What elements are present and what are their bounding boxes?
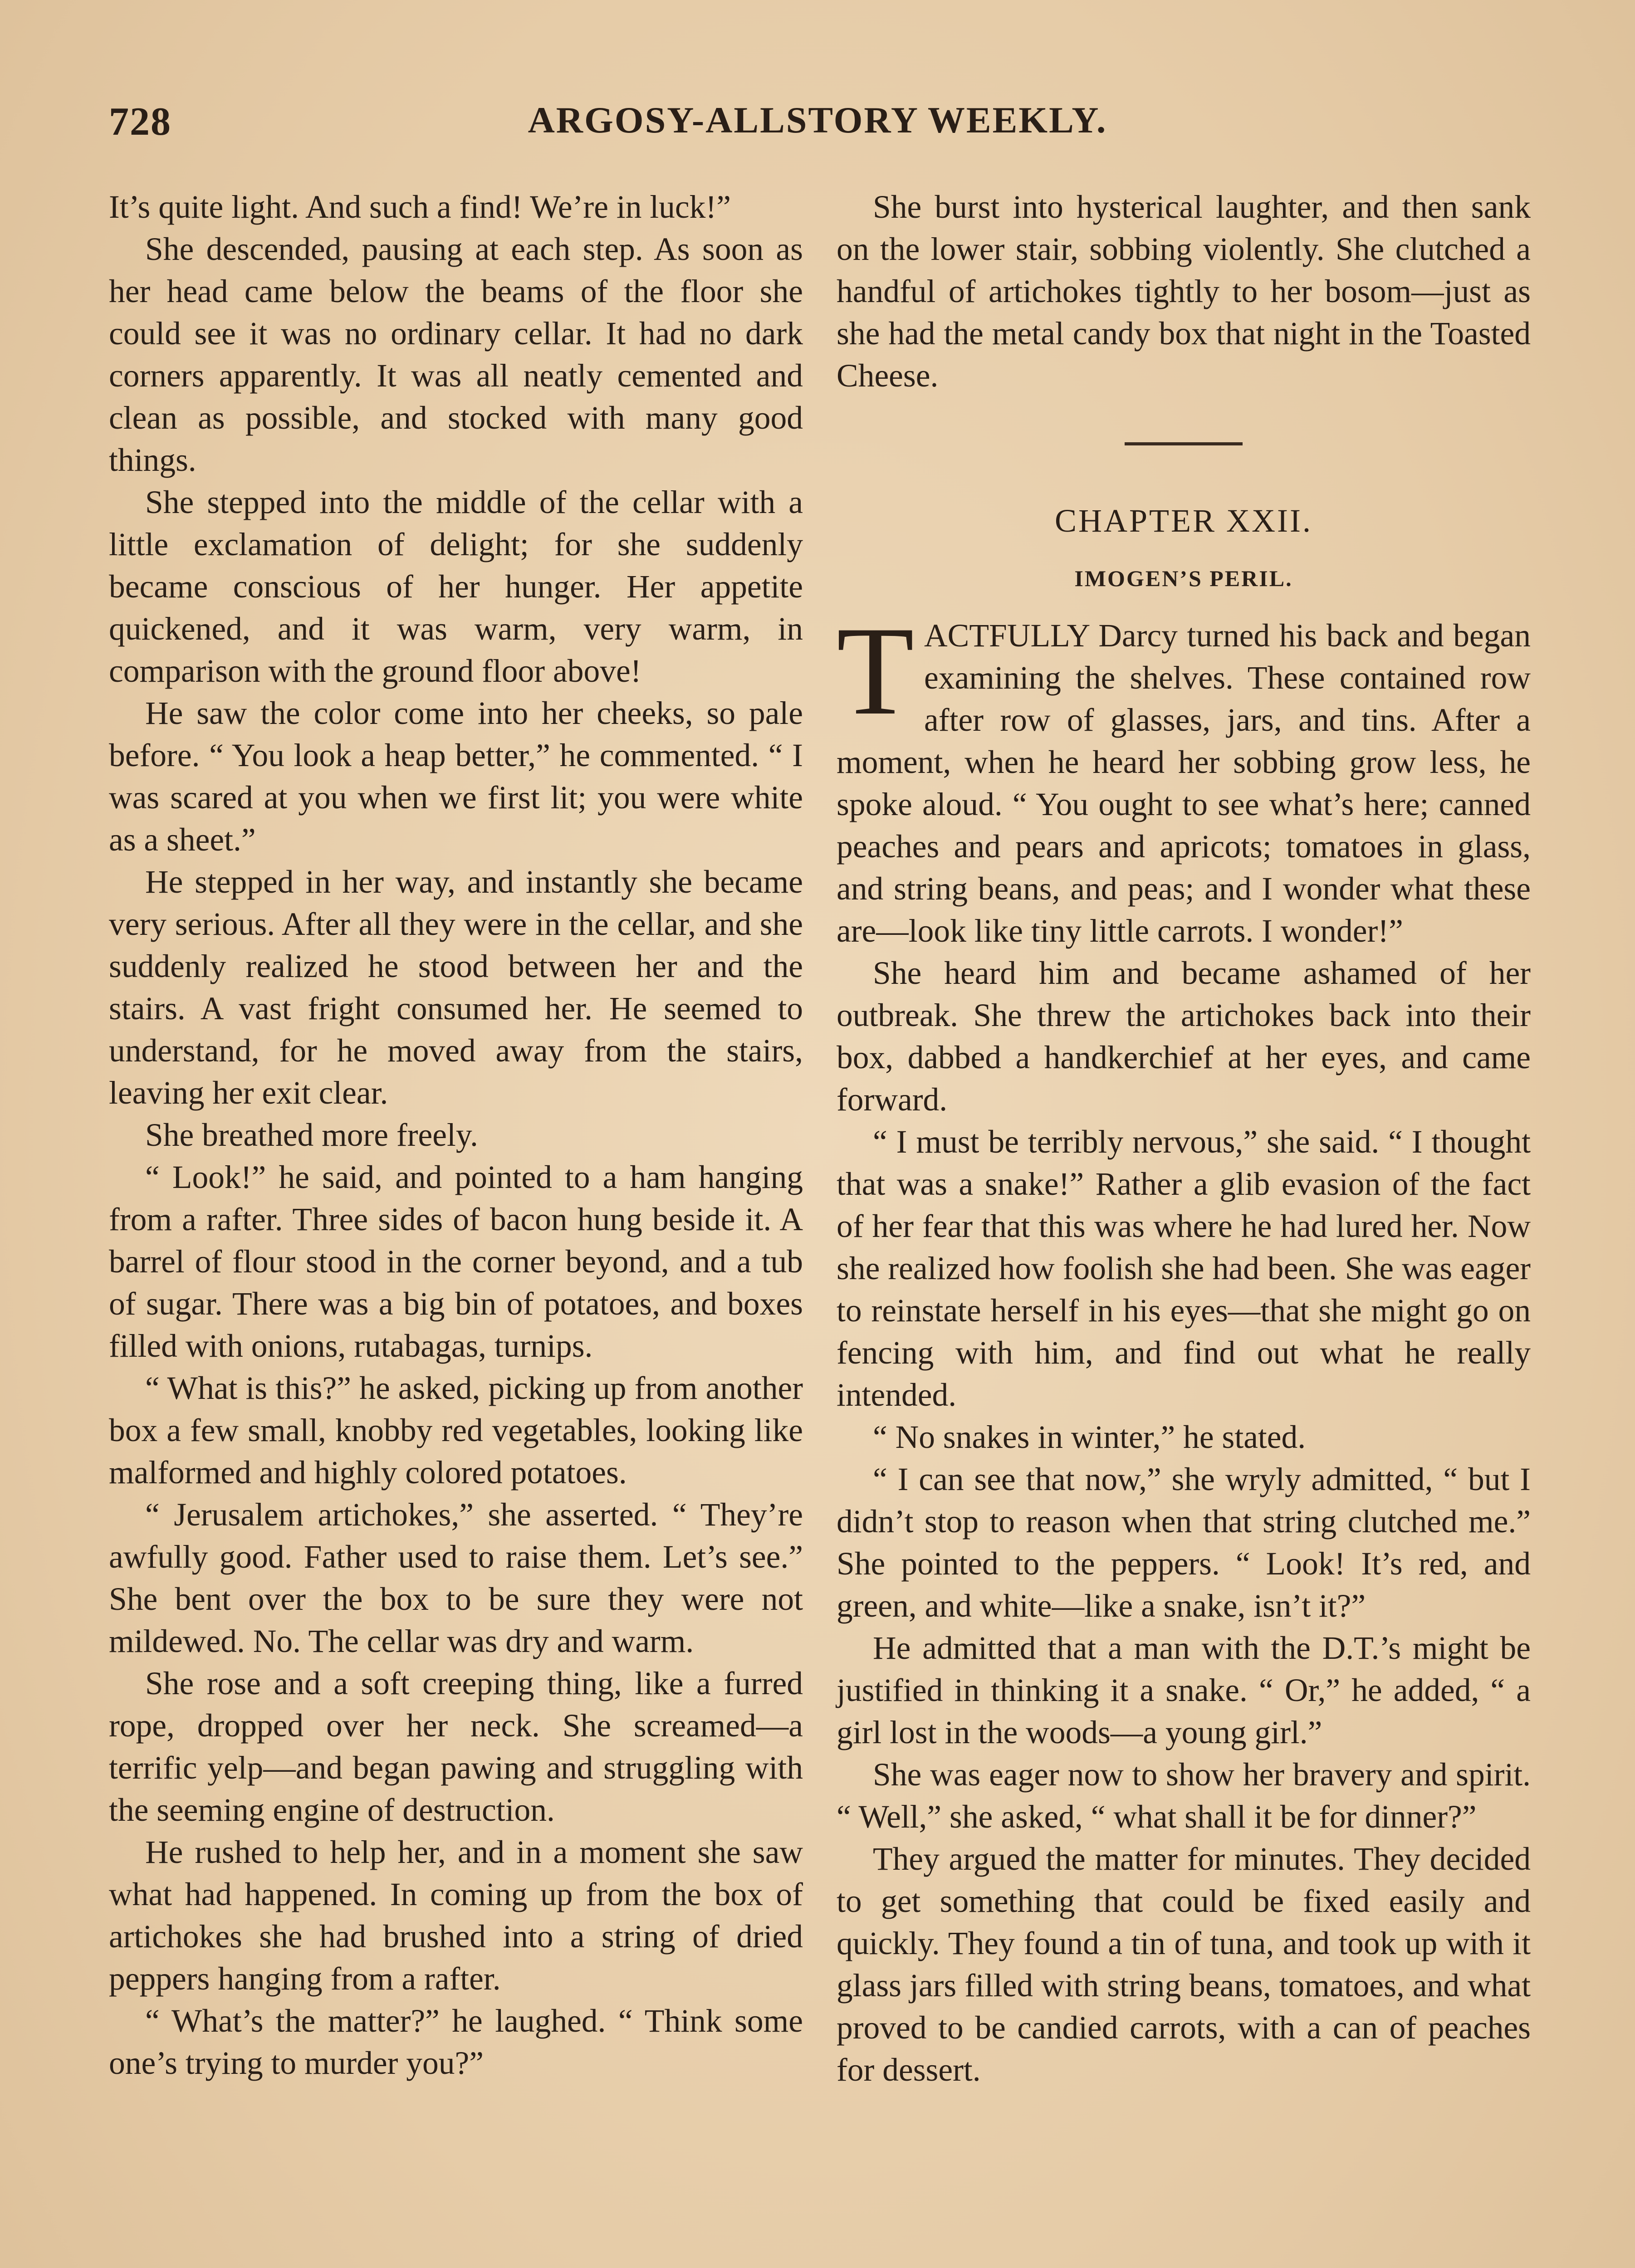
paragraph: “ No snakes in winter,” he stated. bbox=[873, 1419, 1306, 1455]
section-divider bbox=[1125, 442, 1243, 445]
paragraph: She rose and a soft creeping thing, like a furred rope, dropped over her neck. She screamed—a terrific yelp—and began pawing and struggling with the seeming engine of destruction. bbox=[109, 1666, 803, 1828]
paragraph: “ Jerusalem artichokes,” she asserted. “ They’re awfully good. Father used to raise them. Let’s see.” She bent over the box to be sure they were not mildewed. No. The cellar was dry and warm. bbox=[109, 1497, 803, 1659]
left-column bbox=[109, 186, 803, 2268]
paragraph: They argued the matter for minutes. They decided to get something that could be fixed easily and quickly. They found a tin of tuna, and took up with it glass jars filled with string beans, tomatoes, and what proved to be candied carrots, with a can of peaches for dessert. bbox=[837, 1841, 1531, 2088]
page-header bbox=[109, 99, 1526, 153]
drop-cap: T bbox=[837, 600, 915, 741]
paragraph: He saw the color come into her cheeks, so pale before. “ You look a heap better,” he commented. “ I was scared at you when we first lit; you were white as a sheet.” bbox=[109, 695, 803, 858]
paragraph: She heard him and became ashamed of her outbreak. She threw the artichokes back into their box, dabbed a handkerchief at her eyes, and came forward. bbox=[837, 955, 1531, 1118]
paragraph: “ I must be terribly nervous,” she said. “ I thought that was a snake!” Rather a glib evasion of the fact of her fear that this was where he had lured her. Now she realized how foolish she had been. She was eager to reinstate herself in his eyes—that she might go on fencing with him, and find out what he really intended. bbox=[837, 1124, 1531, 1413]
chapter-subtitle: IMOGEN’S PERIL. bbox=[1074, 566, 1293, 591]
page-number: 728 bbox=[109, 100, 171, 144]
chapter-opening bbox=[837, 600, 1531, 952]
paragraph: He rushed to help her, and in a moment she saw what had happened. In coming up from the box of artichokes she had brushed into a string of dried peppers hanging from a rafter. bbox=[109, 1834, 803, 1997]
paragraph: “ What is this?” he asked, picking up from another box a few small, knobby red vegetables, looking like malformed and highly colored potatoes. bbox=[109, 1370, 803, 1491]
paragraph: She descended, pausing at each step. As soon as her head came below the beams of the floor she could see it was no ordinary cellar. It had no dark corners apparently. It was all neatly cemented and clean as possible, and stocked with many good things. bbox=[109, 231, 803, 478]
opening-text: ACTFULLY Darcy turned his back and began examining the shelves. These contained row after row of glasses, jars, and tins. After a moment, when he heard her sobbing grow less, he spoke aloud. “ You ought to see what’s here; canned peaches and pears and apricots; tomatoes in glass, and string beans, and peas; and I wonder what these are—look like tiny little carrots. I wonder!” bbox=[837, 618, 1531, 949]
paragraph: He admitted that a man with the D.T.’s might be justified in thinking it a snake. “ Or,” he added, “ a girl lost in the woods—a young girl.” bbox=[837, 1630, 1531, 1750]
running-head: ARGOSY-ALLSTORY WEEKLY. bbox=[528, 99, 1107, 141]
paragraph: She was eager now to show her bravery and spirit. “ Well,” she asked, “ what shall it be for dinner?” bbox=[837, 1757, 1531, 1835]
paragraph: She breathed more freely. bbox=[145, 1117, 478, 1153]
chapter-title: CHAPTER XXII. bbox=[1055, 503, 1312, 539]
right-column bbox=[837, 186, 1531, 2268]
paragraph: She stepped into the middle of the cellar with a little exclamation of delight; for she suddenly became conscious of her hunger. Her appetite quickened, and it was warm, very warm, in comparison with the ground floor above! bbox=[109, 484, 803, 689]
paragraph: It’s quite light. And such a find! We’re in luck!” bbox=[109, 189, 731, 225]
paragraph: “ Look!” he said, and pointed to a ham hanging from a rafter. Three sides of bacon hung beside it. A barrel of flour stood in the corner beyond, and a tub of sugar. There was a big bin of potatoes, and boxes filled with onions, rutabagas, turnips. bbox=[109, 1159, 803, 1364]
paragraph: “ What’s the matter?” he laughed. “ Think some one’s trying to murder you?” bbox=[109, 2003, 803, 2081]
paragraph: She burst into hysterical laughter, and then sank on the lower stair, sobbing violently. She clutched a handful of artichokes tightly to her bosom—just as she had the metal candy box that night in the Toasted Cheese. bbox=[837, 189, 1531, 394]
paragraph: “ I can see that now,” she wryly admitted, “ but I didn’t stop to reason when that string clutched me.” She pointed to the peppers. “ Look! It’s red, and green, and white—like a snake, isn’t it?” bbox=[837, 1461, 1531, 1624]
paragraph: He stepped in her way, and instantly she became very serious. After all they were in the cellar, and she suddenly realized he stood between her and the stairs. A vast fright consumed her. He seemed to understand, for he moved away from the stairs, leaving her exit clear. bbox=[109, 864, 803, 1111]
